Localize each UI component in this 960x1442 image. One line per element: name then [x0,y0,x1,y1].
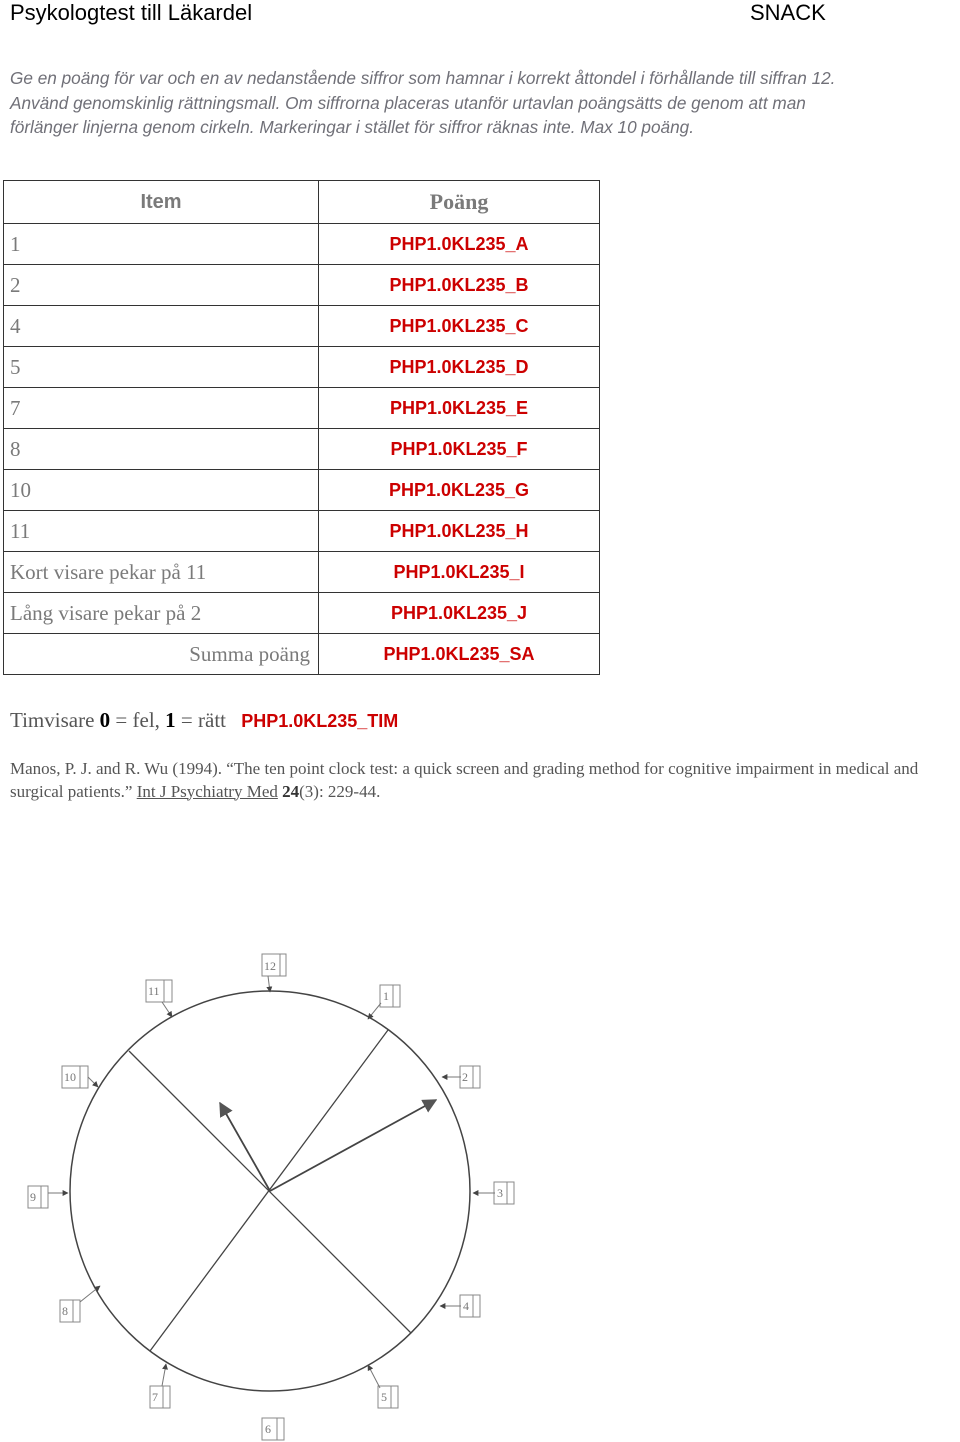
long-hand [270,1100,436,1191]
clock-number-label: 3 [497,1186,503,1200]
score-code-cell: PHP1.0KL235_E [319,388,600,429]
instructions-line-3: förlänger linjerna genom cirkeln. Markeringar i stället för siffror räknas inte. Max 10 poäng. [10,117,694,137]
clock-number-label: 10 [64,1070,76,1084]
item-cell: 5 [4,347,319,388]
item-cell: 8 [4,429,319,470]
table-row [4,306,600,347]
clock-number-11 [146,980,172,1017]
clock-number-label: 5 [381,1390,387,1404]
reference-journal: Int J Psychiatry Med [136,781,278,801]
score-code-cell: PHP1.0KL235_F [319,429,600,470]
clock-number-8 [60,1286,100,1322]
table-row [4,429,600,470]
score-code-cell: PHP1.0KL235_B [319,265,600,306]
clock-number-label: 1 [383,989,389,1003]
table-header-row [4,181,600,224]
column-header-item: Item [4,181,319,224]
document-title: Psykologtest till Läkardel [10,0,253,25]
clock-number-5 [368,1365,398,1408]
clock-number-10 [62,1066,98,1088]
table-row [4,265,600,306]
score-code-cell: PHP1.0KL235_G [319,470,600,511]
reference-authors: Manos, P. J. and R. Wu (1994). [10,759,227,778]
document-tag: SNACK [750,0,826,25]
sum-code-cell: PHP1.0KL235_SA [319,634,600,675]
clock-number-label: 8 [62,1304,68,1318]
item-cell: 4 [4,306,319,347]
instructions-line-2: Använd genomskinlig rättningsmall. Om siffrorna placeras utanför urtavlan poängsätts de genom att man [10,92,806,113]
item-cell: 11 [4,511,319,552]
clock-number-3 [473,1182,514,1204]
clock-number-6 [262,1418,284,1440]
instructions-line-1: Ge en poäng för var och en av nedanstående siffror som hamnar i korrekt åttondel i förhållande till siffran 12. [10,68,836,88]
item-cell: 1 [4,224,319,265]
score-zero: 0 [99,708,111,732]
table-row [4,593,600,634]
table-row [4,470,600,511]
table-row [4,224,600,265]
score-one: 1 [165,708,176,732]
clock-number-2 [442,1066,480,1088]
item-cell: Lång visare pekar på 2 [4,593,319,634]
table-row [4,347,600,388]
item-cell: 7 [4,388,319,429]
column-header-points: Poäng [319,181,600,224]
clock-number-4 [440,1295,480,1317]
clock-number-label: 4 [463,1299,469,1313]
reference-title: “The ten point clock test: a quick screen and grading method for cognitive impairment in medical and surgical patients.” [10,759,919,801]
item-cell: 10 [4,470,319,511]
table-sum-row [4,634,600,675]
timvisare-right: = rätt [180,708,226,732]
score-code-cell: PHP1.0KL235_C [319,306,600,347]
guide-line-nw-se [129,1051,411,1333]
timvisare-wrong: = fel, [115,708,160,732]
timvisare-code: PHP1.0KL235_TIM [241,711,399,731]
hour-hand-scoring [10,708,398,733]
score-code-cell: PHP1.0KL235_H [319,511,600,552]
clock-number-label: 9 [30,1190,36,1204]
reference-volume: 24 [282,781,300,801]
table-row [4,511,600,552]
table-row [4,388,600,429]
item-cell: Kort visare pekar på 11 [4,552,319,593]
clock-number-label: 7 [152,1390,158,1404]
score-code-cell: PHP1.0KL235_I [319,552,600,593]
score-code-cell: PHP1.0KL235_J [319,593,600,634]
score-table [3,180,600,675]
score-code-cell: PHP1.0KL235_A [319,224,600,265]
clock-number-label: 11 [148,984,160,998]
timvisare-label: Timvisare [10,708,95,732]
score-code-cell: PHP1.0KL235_D [319,347,600,388]
short-hand [220,1103,270,1191]
sum-label: Summa poäng [4,634,319,675]
reference [10,758,955,803]
clock-number-12 [262,954,286,992]
reference-pages: (3): 229-44. [299,781,381,801]
clock-number-1 [368,985,400,1019]
clock-number-7 [150,1364,170,1408]
instructions [10,66,950,140]
clock-number-label: 12 [264,959,276,973]
clock-diagram [0,940,560,1442]
clock-number-label: 2 [462,1070,468,1084]
clock-number-9 [28,1186,68,1208]
table-row [4,552,600,593]
item-cell: 2 [4,265,319,306]
clock-number-label: 6 [265,1422,271,1436]
